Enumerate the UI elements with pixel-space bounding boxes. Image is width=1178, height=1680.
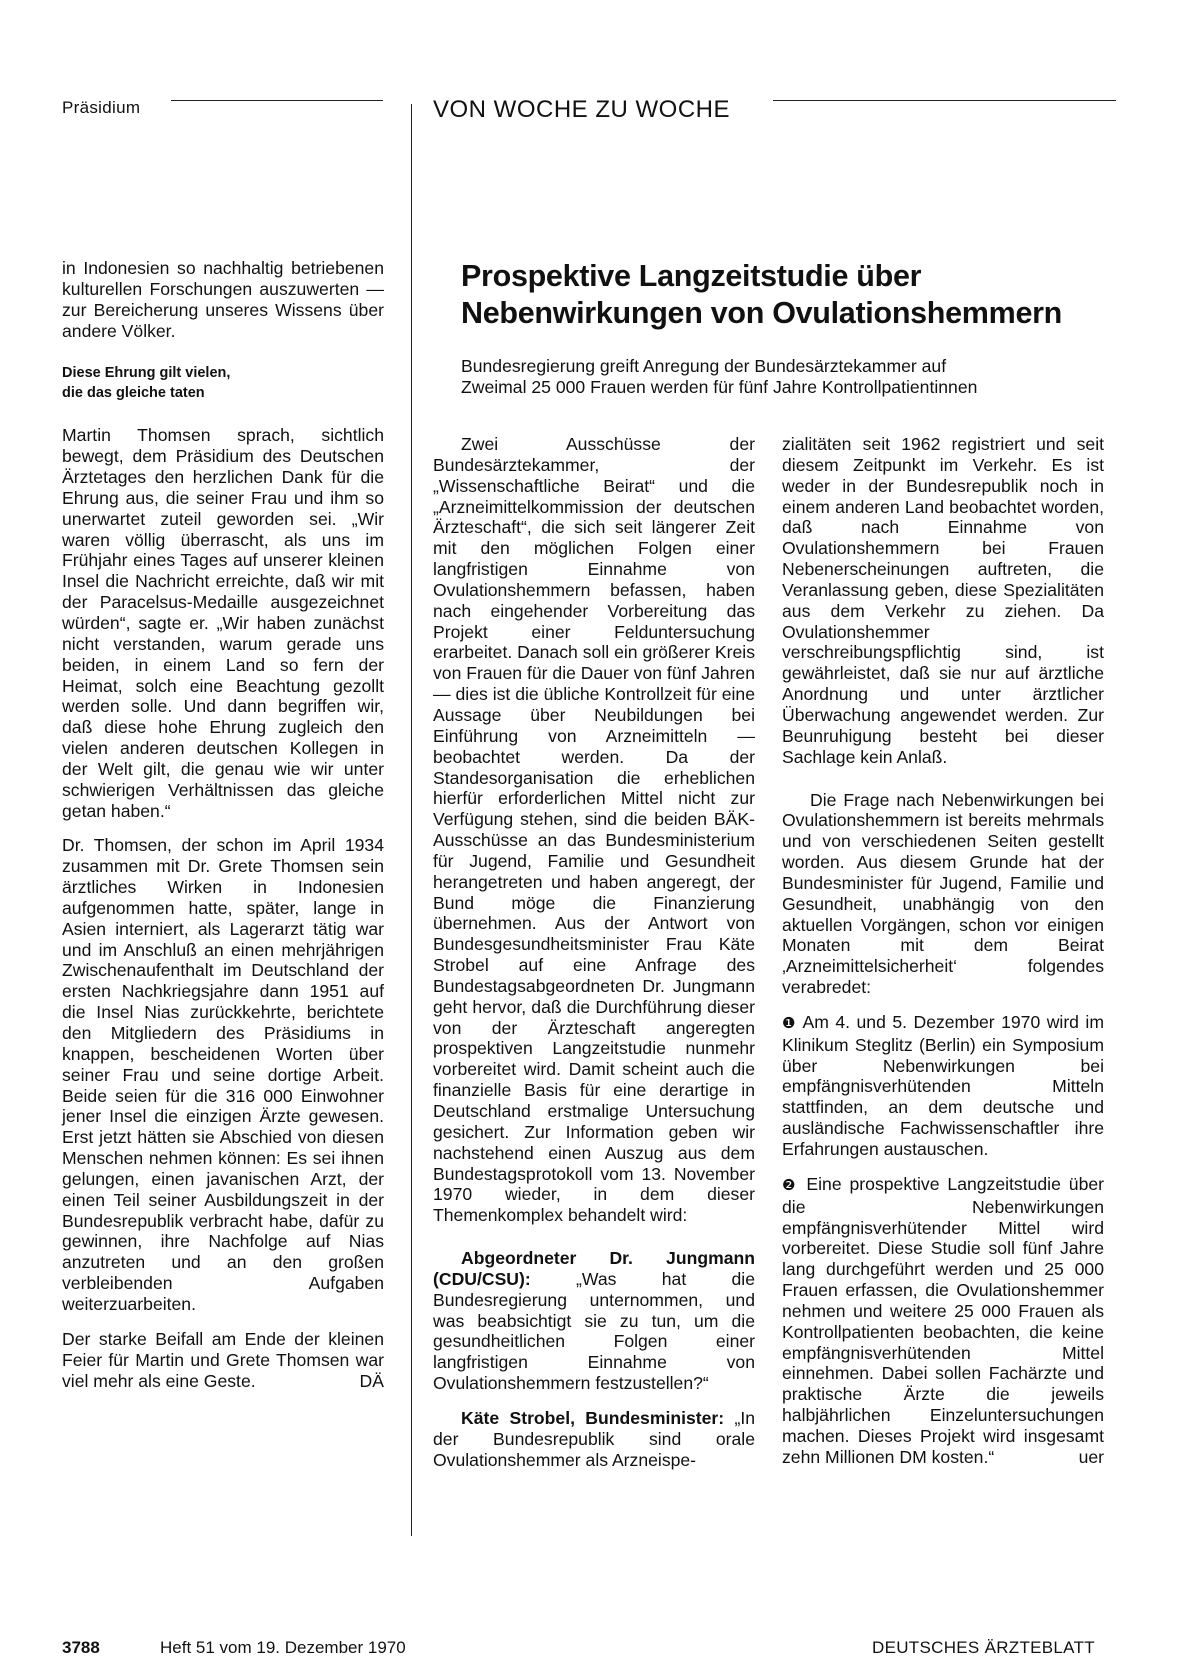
journal-name: DEUTSCHES ÄRZTEBLATT (872, 1638, 1095, 1657)
left-paragraph (62, 1329, 384, 1392)
answer-speaker: Käte Strobel, Bundesminister: (461, 1407, 725, 1428)
rubric-rule (773, 100, 1116, 101)
question-paragraph (433, 1248, 755, 1394)
list-item-text: Eine prospektive Langzeitstudie über die Nebenwirkungen empfängnisverhütender Mittel wird vorbereitet. Diese Studie soll fünf Jahre lang durchgeführt werden und 25 000 Frauen erfassen, die Ovulationshemmer nehmen und weitere 25 000 Frauen als Kontrollpatienten beobachten, die keine empfängnisverhütenden Mittel einnehmen. Dabei sollen Fachärzte und praktische Ärzte die jeweils halbjährlichen Einzeluntersuchungen machen. Dieses Projekt wird insgesamt zehn Millionen DM kosten.“ (782, 1173, 1104, 1467)
article-paragraph: Zwei Ausschüsse der Bundesärztekammer, der „Wissenschaftliche Beirat“ und die „Arzneimittelkommission der deutschen Ärzteschaft“, die sich seit längerer Zeit mit den möglichen Folgen einer langfristigen Einnahme von Ovulationshemmern befassen, haben nach eingehender Vorbereitung das Projekt einer Felduntersuchung erarbeitet. Danach soll ein größerer Kreis von Frauen für die Dauer von fünf Jahren — dies ist die übliche Kontrollzeit für eine Aussage über Neubildungen bei Einführung von Arzneimitteln — beobachtet werden. Da der Standesorganisation die erheblichen hierfür erforderlichen Mittel nicht zur Verfügung stehen, sind die beiden BÄK-Ausschüsse an das Bundesministerium für Jugend, Familie und Gesundheit herangetreten und haben angeregt, der Bund möge die Finanzierung übernehmen. Aus der Antwort von Bundesgesundheitsminister Frau Käte Strobel auf eine Anfrage des Bundestagsabgeordneten Dr. Jungmann geht hervor, daß die Durchführung dieser von der Ärzteschaft angeregten prospektiven Langzeitstudie nunmehr vorbereitet wird. Damit scheint auch die finanzielle Basis für eine derartige in Deutschland erstmalige Untersuchung gesichert. Zur Information geben wir nachstehend einen Auszug aus dem Bundestagsprotokoll vom 13. November 1970 wieder, in dem dieser Themenkomplex behandelt wird: (433, 434, 755, 1226)
left-subhead (62, 363, 384, 403)
deck-line: Bundesregierung greift Anregung der Bundesärztekammer auf (461, 356, 947, 376)
issue-info: Heft 51 vom 19. Dezember 1970 (160, 1638, 406, 1657)
subhead-line: die das gleiche taten (62, 385, 205, 402)
rubric-title: VON WOCHE ZU WOCHE (433, 96, 730, 123)
signoff: uer (1078, 1446, 1104, 1467)
section-rule (171, 100, 383, 101)
signoff: DÄ (359, 1370, 384, 1391)
left-paragraph: Dr. Thomsen, der schon im April 1934 zusammen mit Dr. Grete Thomsen sein ärztliches Wirken in Indonesien aufgenommen hatte, später, lange in Asien interniert, als Lagerarzt tätig war und im Anschluß an einen mehrjährigen Zwischenaufenthalt im Deutschland der ersten Nachkriegsjahre dann 1951 auf die Insel Nias zurückkehrte, berichtete den Mitgliedern des Präsidiums in knappen, bescheidenen Worten über seiner Frau und seine dortige Arbeit. Beide seien für die 316 000 Einwohner jener Insel die einzigen Ärzte gewesen. Erst jetzt hätten sie Abschied von diesen Menschen nehmen können: Es sei ihnen gelungen, einen javanischen Arzt, der einen Teil seiner Ausbildungszeit in der Bundesrepublik verbracht habe, dafür zu gewinnen, ihre Nachfolge auf Nias anzutreten und an den großen verbleibenden Aufgaben weiterzuarbeiten. (62, 835, 384, 1314)
headline-line: Prospektive Langzeitstudie über (461, 259, 922, 293)
question-speaker: Abgeordneter Dr. Jungmann (CDU/CSU): (433, 1248, 755, 1289)
column-divider (411, 104, 412, 1536)
headline-line: Nebenwirkungen von Ovulationshemmern (461, 296, 1063, 330)
article-column-1 (433, 434, 755, 1471)
article-deck (461, 356, 1141, 398)
number-2-icon: ❷ (782, 1176, 799, 1194)
list-item (782, 1174, 1104, 1468)
article-headline (461, 258, 1141, 332)
page-number: 3788 (62, 1638, 100, 1657)
left-paragraph: in Indonesien so nachhaltig betriebenen kulturellen Forschungen auszuwerten — zur Bereicherung unseres Wissens über andere Völker. (62, 258, 384, 341)
deck-line: Zweimal 25 000 Frauen werden für fünf Jahre Kontrollpatientinnen (461, 377, 978, 397)
answer-text: „In der Bundesrepublik sind orale Ovulationshemmer als Arzneispe- (433, 1407, 755, 1470)
section-label: Präsidium (62, 98, 141, 117)
list-item-text: Am 4. und 5. Dezember 1970 wird im Klinikum Steglitz (Berlin) ein Symposium über Nebenwirkungen bei empfängnisverhütenden Mitteln stattfinden, an dem deutsche und ausländische Fachwissenschaftler ihre Erfahrungen austauschen. (782, 1011, 1104, 1159)
left-column (62, 258, 384, 1391)
article-column-2 (782, 434, 1104, 1468)
question-text: „Was hat die Bundesregierung unternommen, und was beabsichtigt sie zu tun, um die gesundheitlichen Folgen einer langfristigen Einnahme von Ovulationshemmern festzustellen?“ (433, 1268, 755, 1394)
closing-text: Der starke Beifall am Ende der kleinen Feier für Martin und Grete Thomsen war viel mehr als eine Geste. (62, 1328, 384, 1391)
answer-paragraph (433, 1408, 755, 1471)
article-paragraph: zialitäten seit 1962 registriert und seit diesem Zeitpunkt im Verkehr. Es ist weder in der Bundesrepublik noch in einem anderen Land beobachtet worden, daß nach Einnahme von Ovulationshemmern bei Frauen Nebenerscheinungen auftreten, die Veranlassung geben, diese Spezialitäten aus dem Verkehr zu ziehen. Da Ovulationshemmer verschreibungspflichtig sind, ist gewährleistet, daß sie nur auf ärztliche Anordnung und unter ärztlicher Überwachung angewendet werden. Zur Beunruhigung besteht bei dieser Sachlage kein Anlaß. (782, 434, 1104, 767)
subhead-line: Diese Ehrung gilt vielen, (62, 365, 231, 382)
number-1-icon: ❶ (782, 1014, 798, 1032)
list-item (782, 1012, 1104, 1160)
left-paragraph: Martin Thomsen sprach, sichtlich bewegt, dem Präsidium des Deutschen Ärztetages den herzlichen Dank für die Ehrung aus, die seiner Frau und ihm so unerwartet zuteil geworden sei. „Wir waren völlig überrascht, als uns im Frühjahr eines Tages auf unserer kleinen Insel die Nachricht erreichte, daß wir mit der Paracelsus-Medaille ausgezeichnet würden“, sagte er. „Wir haben zunächst nicht verstanden, warum gerade uns beiden, in einem Land so fern der Heimat, solch eine Beachtung gezollt werden solle. Und dann begriffen wir, daß diese hohe Ehrung zugleich den vielen anderen deutschen Kollegen in der Welt gilt, die genau wie wir unter schwierigen Verhältnissen das gleiche getan haben.“ (62, 425, 384, 821)
article-paragraph: Die Frage nach Nebenwirkungen bei Ovulationshemmern ist bereits mehrmals und von verschiedenen Seiten gestellt worden. Aus diesem Grunde hat der Bundesminister für Jugend, Familie und Gesundheit, unabhängig von den aktuellen Vorgängen, schon vor einigen Monaten mit dem Beirat ‚Arzneimittelsicherheit‘ folgendes verabredet: (782, 789, 1104, 998)
